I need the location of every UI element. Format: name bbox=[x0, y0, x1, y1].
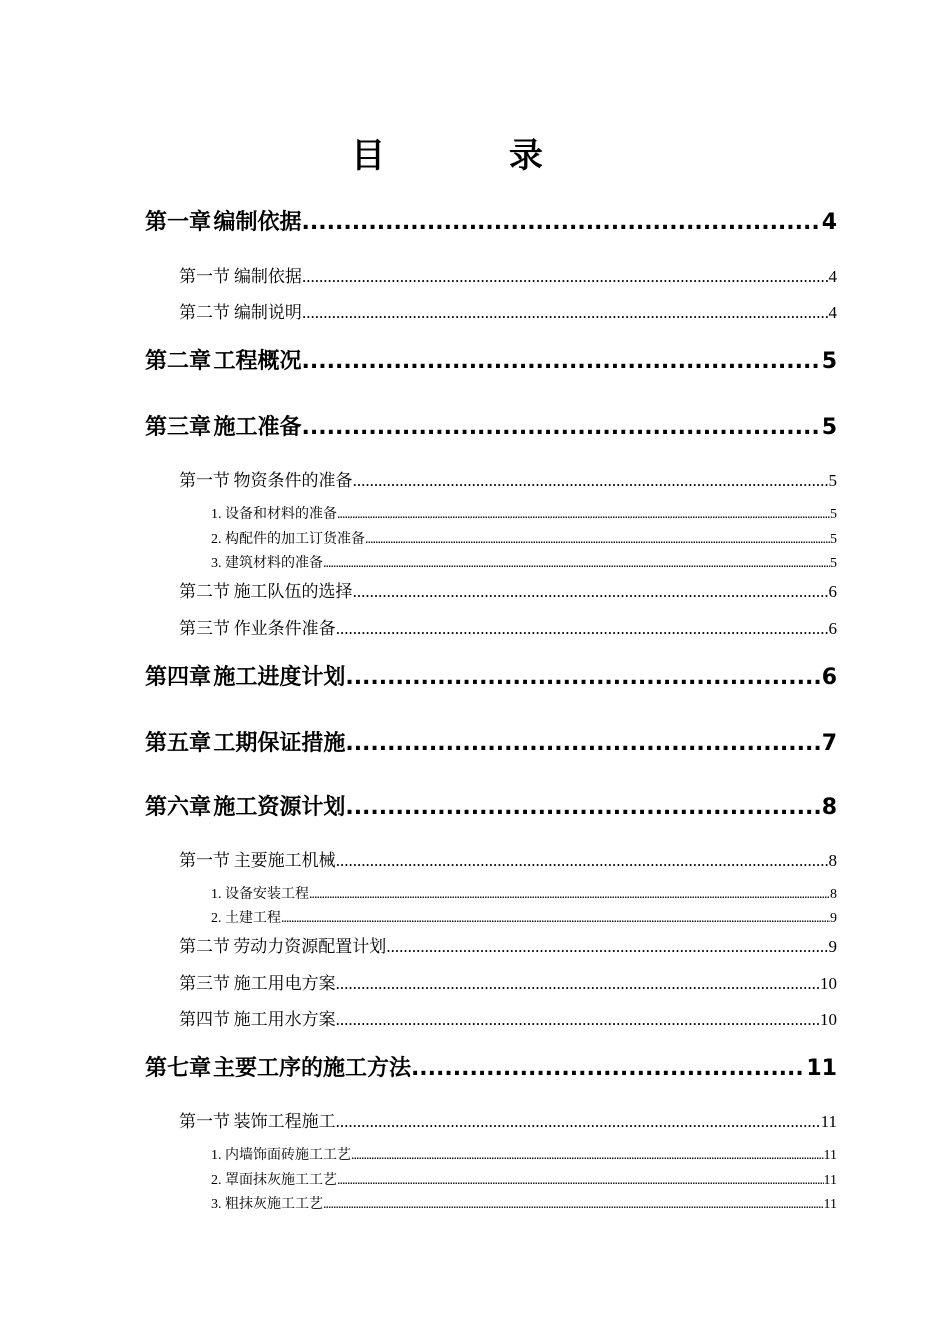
toc-title: 装饰工程施工 bbox=[233, 1112, 336, 1131]
toc-section-1-2[interactable] bbox=[179, 298, 837, 323]
toc-leader bbox=[336, 974, 820, 994]
toc-leader bbox=[345, 731, 821, 756]
toc-leader bbox=[353, 582, 829, 602]
toc-page-number: 8 bbox=[830, 887, 837, 902]
toc-page-number: 11 bbox=[823, 1197, 837, 1212]
toc-item-3-1-2[interactable] bbox=[211, 528, 837, 548]
toc-leader bbox=[353, 471, 829, 491]
toc-label: 第六章 bbox=[145, 795, 212, 820]
toc-title: 工程概况 bbox=[213, 349, 302, 374]
toc-label: 1. bbox=[211, 507, 222, 522]
toc-section-7-1[interactable] bbox=[179, 1107, 837, 1132]
toc-section-6-2[interactable] bbox=[179, 932, 837, 957]
toc-title: 编制依据 bbox=[233, 267, 302, 286]
toc-title: 施工队伍的选择 bbox=[233, 582, 353, 601]
toc-page-number: 5 bbox=[828, 471, 837, 490]
toc-item-3-1-3[interactable] bbox=[211, 552, 837, 572]
toc-chapter-1[interactable] bbox=[145, 205, 837, 236]
toc-title: 施工用电方案 bbox=[233, 974, 336, 993]
toc-leader bbox=[302, 415, 822, 440]
toc-section-1-1[interactable] bbox=[179, 262, 837, 287]
toc-label: 1. bbox=[211, 887, 222, 902]
toc-section-6-3[interactable] bbox=[179, 969, 837, 994]
toc-leader bbox=[323, 1197, 824, 1213]
toc-leader bbox=[323, 556, 830, 572]
toc-page-number: 11 bbox=[806, 1056, 837, 1081]
toc-label: 第二节 bbox=[179, 303, 230, 322]
toc-page-number: 8 bbox=[821, 795, 837, 820]
toc-leader bbox=[281, 911, 830, 927]
toc-page-number: 10 bbox=[820, 1010, 837, 1029]
toc-item-6-1-2[interactable] bbox=[211, 907, 837, 927]
toc-leader bbox=[351, 1148, 824, 1164]
toc-section-3-2[interactable] bbox=[179, 577, 837, 602]
toc-title: 编制说明 bbox=[233, 303, 302, 322]
toc-leader bbox=[302, 349, 822, 374]
toc-label: 1. bbox=[211, 1148, 222, 1163]
toc-leader bbox=[345, 665, 821, 690]
toc-page-number: 9 bbox=[828, 937, 837, 956]
toc-label: 2. bbox=[211, 1173, 222, 1188]
toc-section-6-4[interactable] bbox=[179, 1005, 837, 1030]
toc-leader bbox=[337, 507, 830, 523]
toc-chapter-7[interactable] bbox=[145, 1051, 837, 1082]
toc-title: 粗抹灰施工工艺 bbox=[225, 1197, 323, 1212]
toc-leader bbox=[302, 303, 829, 323]
toc-label: 3. bbox=[211, 1197, 222, 1212]
toc-leader bbox=[345, 795, 821, 820]
toc-title: 劳动力资源配置计划 bbox=[233, 937, 387, 956]
toc-leader bbox=[336, 851, 829, 871]
toc-label: 第五章 bbox=[145, 731, 212, 756]
toc-leader bbox=[336, 1112, 821, 1132]
toc-page-number: 8 bbox=[828, 851, 837, 870]
page-title: 目 录 bbox=[351, 136, 599, 176]
toc-label: 2. bbox=[211, 532, 222, 547]
toc-page-number: 5 bbox=[830, 532, 837, 547]
toc-title: 工期保证措施 bbox=[213, 731, 346, 756]
toc-label: 第二章 bbox=[145, 349, 212, 374]
toc-title: 施工资源计划 bbox=[213, 795, 346, 820]
toc-title: 设备安装工程 bbox=[225, 887, 309, 902]
toc-label: 第二节 bbox=[179, 937, 230, 956]
toc-item-7-1-3[interactable] bbox=[211, 1193, 837, 1213]
toc-title: 物资条件的准备 bbox=[233, 471, 353, 490]
toc-page-number: 7 bbox=[821, 731, 837, 756]
toc-label: 第七章 bbox=[145, 1056, 212, 1081]
toc-chapter-5[interactable] bbox=[145, 726, 837, 757]
toc-item-6-1-1[interactable] bbox=[211, 883, 837, 903]
toc-page-number: 5 bbox=[830, 507, 837, 522]
toc-label: 第三节 bbox=[179, 974, 230, 993]
toc-page-number: 6 bbox=[828, 619, 837, 638]
toc-chapter-4[interactable] bbox=[145, 660, 837, 691]
toc-page-number: 5 bbox=[830, 556, 837, 571]
toc-label: 第一节 bbox=[179, 851, 230, 870]
toc-page-number: 11 bbox=[823, 1173, 837, 1188]
toc-item-7-1-2[interactable] bbox=[211, 1169, 837, 1189]
toc-page-number: 6 bbox=[821, 665, 837, 690]
toc-leader bbox=[337, 1173, 824, 1189]
toc-title: 主要施工机械 bbox=[233, 851, 336, 870]
toc-title: 编制依据 bbox=[213, 210, 302, 235]
toc-title: 作业条件准备 bbox=[233, 619, 336, 638]
toc-leader bbox=[386, 937, 828, 957]
toc-chapter-6[interactable] bbox=[145, 790, 837, 821]
toc-page-number: 6 bbox=[828, 582, 837, 601]
toc-leader bbox=[365, 532, 830, 548]
toc-label: 第一节 bbox=[179, 267, 230, 286]
toc-title: 施工准备 bbox=[213, 415, 302, 440]
toc-label: 第三章 bbox=[145, 415, 212, 440]
toc-title: 内墙饰面砖施工工艺 bbox=[225, 1148, 351, 1163]
toc-label: 第一章 bbox=[145, 210, 212, 235]
toc-label: 2. bbox=[211, 911, 222, 926]
toc-label: 第二节 bbox=[179, 582, 230, 601]
toc-item-3-1-1[interactable] bbox=[211, 503, 837, 523]
toc-title: 设备和材料的准备 bbox=[225, 507, 337, 522]
toc-page-number: 4 bbox=[828, 267, 837, 286]
toc-leader bbox=[302, 267, 829, 287]
toc-title: 主要工序的施工方法 bbox=[212, 1056, 411, 1081]
toc-page-number: 5 bbox=[821, 349, 837, 374]
toc-section-3-1[interactable] bbox=[179, 466, 837, 491]
toc-title: 施工用水方案 bbox=[233, 1010, 336, 1029]
toc-page-number: 5 bbox=[821, 415, 837, 440]
toc-leader bbox=[336, 1010, 820, 1030]
toc-label: 第三节 bbox=[179, 619, 230, 638]
toc-page-number: 9 bbox=[830, 911, 837, 926]
toc-title: 罩面抹灰施工工艺 bbox=[225, 1173, 337, 1188]
toc-leader bbox=[309, 887, 830, 903]
toc-chapter-3[interactable] bbox=[145, 410, 837, 441]
toc-page-number: 4 bbox=[828, 303, 837, 322]
toc-section-6-1[interactable] bbox=[179, 846, 837, 871]
toc-title: 施工进度计划 bbox=[213, 665, 346, 690]
toc-title: 构配件的加工订货准备 bbox=[225, 532, 365, 547]
toc-label: 3. bbox=[211, 556, 222, 571]
toc-page-number: 11 bbox=[820, 1112, 837, 1131]
toc-leader bbox=[411, 1056, 806, 1081]
toc-chapter-2[interactable] bbox=[145, 344, 837, 375]
toc-page-number: 4 bbox=[821, 210, 837, 235]
toc-page-number: 11 bbox=[823, 1148, 837, 1163]
toc-title: 建筑材料的准备 bbox=[225, 556, 323, 571]
toc-leader bbox=[336, 619, 829, 639]
toc-label: 第四章 bbox=[145, 665, 212, 690]
toc-label: 第一节 bbox=[179, 1112, 230, 1131]
toc-leader bbox=[302, 210, 822, 235]
toc-label: 第一节 bbox=[179, 471, 230, 490]
toc-page-number: 10 bbox=[820, 974, 837, 993]
toc-section-3-3[interactable] bbox=[179, 614, 837, 639]
toc-item-7-1-1[interactable] bbox=[211, 1144, 837, 1164]
toc-label: 第四节 bbox=[179, 1010, 230, 1029]
toc-title: 土建工程 bbox=[225, 911, 281, 926]
